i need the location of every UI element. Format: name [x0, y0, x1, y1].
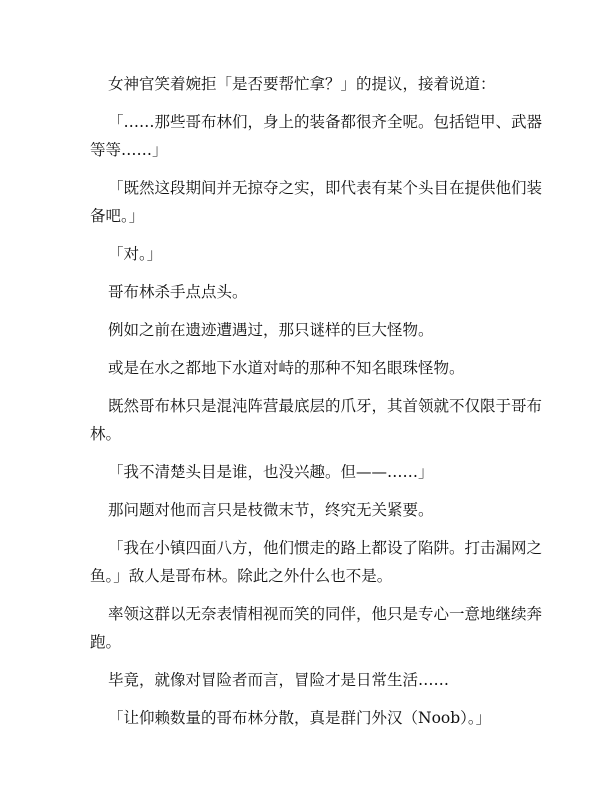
paragraph: 「我不清楚头目是谁，也没兴趣。但——……」 [108, 463, 434, 481]
paragraph: 率领这群以无奈表情相视而笑的同伴，他只是专心一意地继续奔跑。 [90, 605, 543, 651]
paragraph: 哥布林杀手点点头。 [108, 283, 248, 301]
body-text [90, 70, 550, 742]
paragraph: 女神官笑着婉拒「是否要帮忙拿？」的提议，接着说道： [108, 75, 496, 93]
paragraph: 「我在小镇四面八方，他们惯走的路上都设了陷阱。打击漏网之鱼。」敌人是哥布林。除此之外什么也不是。 [90, 539, 543, 585]
paragraph: 或是在水之都地下水道对峙的那种不知名眼珠怪物。 [108, 359, 465, 377]
paragraph: 「……那些哥布林们，身上的装备都很齐全呢。包括铠甲、武器等等……」 [90, 113, 543, 159]
paragraph: 「让仰赖数量的哥布林分散，真是群门外汉（Noob）。」 [108, 709, 492, 727]
paragraph: 毕竟，就像对冒险者而言，冒险才是日常生活…… [108, 671, 450, 689]
paragraph: 既然哥布林只是混沌阵营最底层的爪牙，其首领就不仅限于哥布林。 [90, 397, 543, 443]
paragraph: 例如之前在遗迹遭遇过，那只谜样的巨大怪物。 [108, 321, 434, 339]
paragraph: 那问题对他而言只是枝微末节，终究无关紧要。 [108, 501, 434, 519]
paragraph: 「既然这段期间并无掠夺之实，即代表有某个头目在提供他们装备吧。」 [90, 179, 543, 225]
paragraph: 「对。」 [108, 245, 163, 263]
